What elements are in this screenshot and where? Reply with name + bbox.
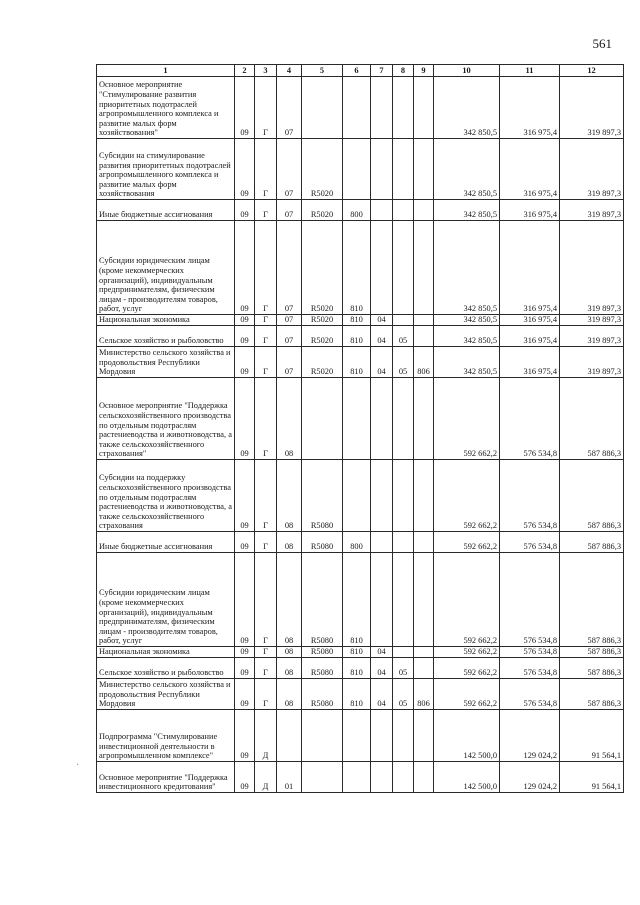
table-cell: 07	[277, 315, 302, 326]
table-cell: 810	[343, 347, 371, 378]
table-cell: 587 886,3	[560, 658, 624, 679]
table-cell: 01	[277, 762, 302, 793]
table-cell: Д	[255, 710, 277, 762]
table-cell	[393, 710, 414, 762]
table-cell: 342 850,5	[434, 221, 500, 315]
table-cell: Г	[255, 77, 277, 139]
table-row	[97, 326, 624, 347]
table-cell: 09	[235, 77, 255, 139]
table-cell	[414, 710, 434, 762]
column-header: 10	[434, 65, 500, 77]
table-cell: 04	[371, 315, 393, 326]
table-cell	[414, 200, 434, 221]
table-cell	[414, 326, 434, 347]
table-cell	[302, 762, 343, 793]
row-name-cell: Национальная экономика	[97, 315, 235, 326]
table-cell: 09	[235, 532, 255, 553]
table-cell: 07	[277, 139, 302, 200]
table-row	[97, 532, 624, 553]
row-name-cell: Министерство сельского хозяйства и продовольствия Республики Мордовия	[97, 679, 235, 710]
table-cell: 800	[343, 200, 371, 221]
table-cell	[414, 378, 434, 460]
column-header: 3	[255, 65, 277, 77]
table-row	[97, 77, 624, 139]
table-cell: 587 886,3	[560, 679, 624, 710]
table-cell: 08	[277, 378, 302, 460]
column-header: 11	[500, 65, 560, 77]
table-cell: R5080	[302, 679, 343, 710]
table-cell	[302, 710, 343, 762]
table-cell: 342 850,5	[434, 139, 500, 200]
table-cell: 576 534,8	[500, 460, 560, 532]
table-row	[97, 658, 624, 679]
table-cell: Г	[255, 221, 277, 315]
table-cell: 09	[235, 378, 255, 460]
table-cell	[414, 315, 434, 326]
table-cell: 08	[277, 460, 302, 532]
table-cell: 142 500,0	[434, 762, 500, 793]
row-name-cell: Национальная экономика	[97, 647, 235, 658]
table-cell: Г	[255, 315, 277, 326]
table-cell: 810	[343, 647, 371, 658]
row-name-cell: Основное мероприятие "Поддержка сельскохозяйственного производства по отдельным подотраслям растениеводства и животноводства, а также сельскохозяйственного страхования"	[97, 378, 235, 460]
column-header: 7	[371, 65, 393, 77]
column-header: 9	[414, 65, 434, 77]
row-name-cell: Основное мероприятие "Поддержка инвестиционного кредитования"	[97, 762, 235, 793]
table-cell	[414, 221, 434, 315]
table-cell	[302, 77, 343, 139]
table-cell: 576 534,8	[500, 553, 560, 647]
row-name-cell: Подпрограмма "Стимулирование инвестиционной деятельности в агропромышленном комплексе"	[97, 710, 235, 762]
table-cell: 810	[343, 315, 371, 326]
row-name-cell: Иные бюджетные ассигнования	[97, 532, 235, 553]
table-cell: 05	[393, 658, 414, 679]
table-cell: 587 886,3	[560, 553, 624, 647]
table-cell: R5020	[302, 326, 343, 347]
table-cell: 592 662,2	[434, 658, 500, 679]
table-cell: 592 662,2	[434, 378, 500, 460]
table-row	[97, 710, 624, 762]
table-cell: 592 662,2	[434, 679, 500, 710]
table-cell: Г	[255, 378, 277, 460]
table-cell	[393, 200, 414, 221]
table-cell: Г	[255, 647, 277, 658]
table-cell: 806	[414, 679, 434, 710]
scan-mark: ·	[76, 760, 80, 771]
table-cell	[414, 658, 434, 679]
table-cell: 08	[277, 553, 302, 647]
table-cell	[393, 762, 414, 793]
table-cell: 04	[371, 326, 393, 347]
table-cell: 05	[393, 326, 414, 347]
table-cell: 09	[235, 200, 255, 221]
table-cell: 319 897,3	[560, 77, 624, 139]
column-header: 6	[343, 65, 371, 77]
table-cell: 587 886,3	[560, 647, 624, 658]
table-cell: 592 662,2	[434, 460, 500, 532]
table-cell	[371, 710, 393, 762]
table-cell	[371, 77, 393, 139]
table-cell	[393, 221, 414, 315]
table-cell: 316 975,4	[500, 139, 560, 200]
table-cell: R5080	[302, 553, 343, 647]
table-cell	[371, 378, 393, 460]
table-cell: 05	[393, 347, 414, 378]
table-cell	[343, 77, 371, 139]
table-cell: 316 975,4	[500, 200, 560, 221]
table-cell: 810	[343, 679, 371, 710]
table-cell: 576 534,8	[500, 658, 560, 679]
row-name-cell: Сельское хозяйство и рыболовство	[97, 326, 235, 347]
table-cell: 342 850,5	[434, 326, 500, 347]
table-cell: R5020	[302, 139, 343, 200]
column-header: 4	[277, 65, 302, 77]
table-cell: 09	[235, 679, 255, 710]
table-cell: 09	[235, 221, 255, 315]
table-cell: 319 897,3	[560, 200, 624, 221]
table-cell	[343, 710, 371, 762]
page-number: 561	[592, 36, 612, 51]
table-cell	[371, 139, 393, 200]
column-header: 1	[97, 65, 235, 77]
table-cell	[414, 460, 434, 532]
table-cell	[414, 647, 434, 658]
table-cell: 319 897,3	[560, 315, 624, 326]
table-cell	[277, 710, 302, 762]
table-cell: 07	[277, 326, 302, 347]
table-cell: 592 662,2	[434, 647, 500, 658]
table-cell: 09	[235, 647, 255, 658]
table-cell	[393, 553, 414, 647]
table-cell: 08	[277, 679, 302, 710]
table-cell: 09	[235, 658, 255, 679]
budget-table	[96, 64, 624, 793]
table-cell: 576 534,8	[500, 679, 560, 710]
table-cell: 806	[414, 347, 434, 378]
table-cell: 09	[235, 553, 255, 647]
table-cell	[393, 77, 414, 139]
table-row	[97, 460, 624, 532]
table-cell: Г	[255, 532, 277, 553]
table-cell: Д	[255, 762, 277, 793]
row-name-cell: Субсидии юридическим лицам (кроме некоммерческих организаций), индивидуальным предпринимателям, физическим лицам - производителям товаров, работ, услуг	[97, 553, 235, 647]
table-cell	[343, 762, 371, 793]
table-cell: 07	[277, 221, 302, 315]
table-cell: 09	[235, 347, 255, 378]
table-cell: 316 975,4	[500, 221, 560, 315]
column-header: 5	[302, 65, 343, 77]
table-cell	[343, 460, 371, 532]
table-cell	[414, 762, 434, 793]
table-cell: 800	[343, 532, 371, 553]
table-cell	[371, 532, 393, 553]
table-cell: 587 886,3	[560, 532, 624, 553]
table-cell: R5020	[302, 315, 343, 326]
table-cell: R5020	[302, 200, 343, 221]
table-cell: 810	[343, 221, 371, 315]
table-cell	[393, 315, 414, 326]
table-cell: R5080	[302, 460, 343, 532]
table-cell: 810	[343, 326, 371, 347]
table-cell: 576 534,8	[500, 378, 560, 460]
table-cell: 319 897,3	[560, 347, 624, 378]
table-cell: 592 662,2	[434, 532, 500, 553]
table-cell: R5020	[302, 347, 343, 378]
table-row	[97, 378, 624, 460]
table-cell	[414, 553, 434, 647]
table-row	[97, 139, 624, 200]
table-cell: 07	[277, 77, 302, 139]
table-row	[97, 762, 624, 793]
table-cell: 09	[235, 326, 255, 347]
table-cell	[302, 378, 343, 460]
table-cell: 08	[277, 647, 302, 658]
table-cell: 316 975,4	[500, 315, 560, 326]
column-header: 2	[235, 65, 255, 77]
table-cell	[343, 378, 371, 460]
table-cell: R5080	[302, 532, 343, 553]
row-name-cell: Субсидии на поддержку сельскохозяйственного производства по отдельным подотраслям растениеводства и животноводства, а также сельскохозяйственного страхования	[97, 460, 235, 532]
table-cell: 129 024,2	[500, 710, 560, 762]
table-cell: 342 850,5	[434, 347, 500, 378]
table-cell: 09	[235, 762, 255, 793]
table-cell: 342 850,5	[434, 200, 500, 221]
table-cell	[343, 139, 371, 200]
table-cell: 91 564,1	[560, 710, 624, 762]
table-cell: 587 886,3	[560, 378, 624, 460]
column-header: 12	[560, 65, 624, 77]
table-cell	[371, 553, 393, 647]
table-cell	[371, 460, 393, 532]
table-cell: Г	[255, 200, 277, 221]
table-cell: 08	[277, 532, 302, 553]
table-cell: 142 500,0	[434, 710, 500, 762]
table-cell: 08	[277, 658, 302, 679]
table-cell: Г	[255, 347, 277, 378]
table-cell: Г	[255, 553, 277, 647]
table-cell: 587 886,3	[560, 460, 624, 532]
table-cell: 09	[235, 139, 255, 200]
table-cell	[371, 762, 393, 793]
table-row	[97, 221, 624, 315]
table-cell: 09	[235, 460, 255, 532]
table-row	[97, 315, 624, 326]
table-row	[97, 647, 624, 658]
table-cell	[414, 532, 434, 553]
table-cell: 342 850,5	[434, 77, 500, 139]
table-cell: 07	[277, 200, 302, 221]
table-cell: R5080	[302, 647, 343, 658]
table-row	[97, 553, 624, 647]
table-cell	[414, 139, 434, 200]
table-cell: 576 534,8	[500, 532, 560, 553]
table-cell: 05	[393, 679, 414, 710]
column-header: 8	[393, 65, 414, 77]
table-cell: Г	[255, 139, 277, 200]
row-name-cell: Иные бюджетные ассигнования	[97, 200, 235, 221]
table-cell: 342 850,5	[434, 315, 500, 326]
table-cell: 316 975,4	[500, 347, 560, 378]
row-name-cell: Министерство сельского хозяйства и продовольствия Республики Мордовия	[97, 347, 235, 378]
table-cell: R5080	[302, 658, 343, 679]
table-cell: 04	[371, 647, 393, 658]
table-cell	[393, 647, 414, 658]
table-row	[97, 200, 624, 221]
table-cell	[393, 378, 414, 460]
row-name-cell: Сельское хозяйство и рыболовство	[97, 658, 235, 679]
table-cell: 91 564,1	[560, 762, 624, 793]
row-name-cell: Субсидии юридическим лицам (кроме некоммерческих организаций), индивидуальным предпринимателям, физическим лицам - производителям товаров, работ, услуг	[97, 221, 235, 315]
table-row	[97, 347, 624, 378]
table-cell: 319 897,3	[560, 326, 624, 347]
table-cell: 319 897,3	[560, 221, 624, 315]
table-cell	[393, 460, 414, 532]
table-cell	[414, 77, 434, 139]
table-cell: 07	[277, 347, 302, 378]
table-cell: Г	[255, 326, 277, 347]
table-cell: 04	[371, 658, 393, 679]
table-cell: Г	[255, 460, 277, 532]
table-cell: 316 975,4	[500, 326, 560, 347]
table-cell	[393, 139, 414, 200]
table-cell: 810	[343, 553, 371, 647]
table-cell: Г	[255, 658, 277, 679]
table-cell: 592 662,2	[434, 553, 500, 647]
table-cell: 129 024,2	[500, 762, 560, 793]
table-cell: 316 975,4	[500, 77, 560, 139]
table-cell: 810	[343, 658, 371, 679]
table-cell: Г	[255, 679, 277, 710]
table-cell: 04	[371, 347, 393, 378]
row-name-cell: Субсидии на стимулирование развития приоритетных подотраслей агропромышленного комплекса и развитие малых форм хозяйствования	[97, 139, 235, 200]
table-cell	[393, 532, 414, 553]
table-cell	[371, 200, 393, 221]
header-row	[97, 65, 624, 77]
table-cell: 09	[235, 710, 255, 762]
table-cell: 09	[235, 315, 255, 326]
table-row	[97, 679, 624, 710]
row-name-cell: Основное мероприятие "Стимулирование развития приоритетных подотраслей агропромышленного комплекса и развитие малых форм хозяйствования"	[97, 77, 235, 139]
table-cell: 576 534,8	[500, 647, 560, 658]
table-cell: 04	[371, 679, 393, 710]
table-cell: R5020	[302, 221, 343, 315]
table-cell	[371, 221, 393, 315]
table-cell: 319 897,3	[560, 139, 624, 200]
